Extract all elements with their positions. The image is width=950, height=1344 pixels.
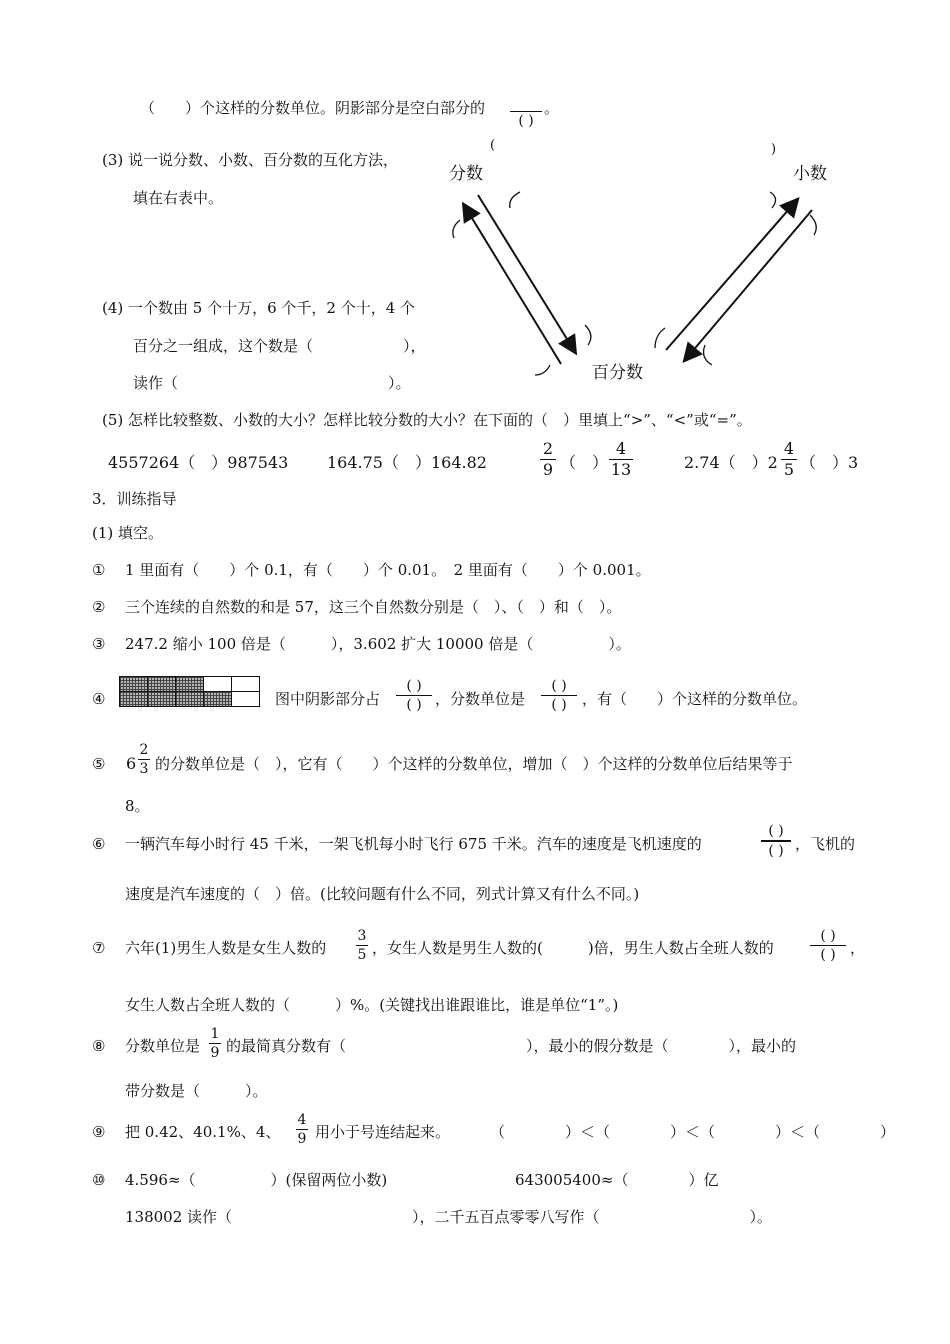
item-6-mark: ⑥ bbox=[92, 835, 106, 853]
item-8-mark: ⑧ bbox=[92, 1037, 106, 1055]
item-4-t3: ，有（ ）个这样的分数单位。 bbox=[582, 690, 808, 708]
compare-3-paren: （ ） bbox=[560, 453, 609, 472]
item-5-fraction: 2 3 bbox=[139, 742, 149, 777]
item-4-blank-frac-1: ( ) ( ) bbox=[396, 678, 432, 713]
blank-fraction: ( ) bbox=[510, 96, 542, 129]
item-2-text: 三个连续的自然数的和是 57，这三个自然数分别是（ ）、（ ）和（ ）。 bbox=[125, 598, 622, 616]
item-5-mark: ⑤ bbox=[92, 755, 106, 773]
item-2-mark: ② bbox=[92, 598, 106, 616]
item-5-text: 的分数单位是（ ），它有（ ）个这样的分数单位，增加（ ）个这样的分数单位后结果等于 bbox=[155, 755, 793, 773]
item-1-text: 1 里面有（ ）个 0.1，有（ ）个 0.01。 2 里面有（ ）个 0.001。 bbox=[125, 561, 651, 579]
section3-sub: (1) 填空。 bbox=[92, 524, 164, 542]
item-9-t2: 用小于号连结起来。 bbox=[315, 1123, 451, 1141]
arrow-baifenshu-to-xiaoshu bbox=[666, 200, 797, 350]
item-3-text: 247.2 缩小 100 倍是（ ），3.602 扩大 10000 倍是（ ）。 bbox=[125, 635, 631, 653]
arrow-fenshu-to-baifenshu bbox=[478, 195, 575, 352]
paren-left-top: ( bbox=[490, 138, 496, 153]
item-10-t1: 4.596≈（ ）(保留两位小数) bbox=[125, 1171, 388, 1189]
item-6-blank-frac: ( ) ( ) bbox=[761, 823, 791, 859]
item-4-t2: ，分数单位是 bbox=[435, 690, 526, 708]
q3-line1: (3) 说一说分数、小数、百分数的互化方法， bbox=[102, 151, 399, 169]
arrow-baifenshu-to-fenshu bbox=[464, 205, 561, 364]
item-6-tail: ，飞机的 bbox=[795, 835, 856, 853]
top-line: （ ）个这样的分数单位。阴影部分是空白部分的 bbox=[140, 99, 486, 117]
item-8-fraction: 1 9 bbox=[210, 1026, 220, 1061]
item-7-mark: ⑦ bbox=[92, 939, 106, 957]
item-4-t1: 图中阴影部分占 bbox=[275, 690, 381, 708]
fraction-2-9: 2 9 bbox=[540, 440, 556, 479]
fraction-4-13: 4 13 bbox=[610, 439, 632, 479]
label-fenshu: 分数 bbox=[449, 164, 483, 184]
item-4-blank-frac-2: ( ) ( ) bbox=[541, 678, 577, 713]
q5-line1: (5) 怎样比较整数、小数的大小？怎样比较分数的大小？在下面的（ ）里填上“>”、“<”或“=”。 bbox=[102, 411, 752, 429]
item-9-chain: （ ）＜（ ）＜（ ）＜（ ） bbox=[490, 1123, 896, 1141]
top-line-end: 。 bbox=[544, 99, 560, 117]
item-6-line2: 速度是汽车速度的（ ）倍。(比较问题有什么不同，列式计算又有什么不同。) bbox=[125, 885, 640, 903]
compare-4-end: （ ）3 bbox=[800, 453, 859, 472]
item-9-mark: ⑨ bbox=[92, 1123, 106, 1141]
item-7-fraction: 3 5 bbox=[357, 928, 367, 963]
item-8-t1: 分数单位是 bbox=[125, 1037, 201, 1055]
item-10-line2: 138002 读作（ ），二千五百点零零八写作（ ）。 bbox=[125, 1208, 773, 1226]
fraction-4-5: 4 5 bbox=[781, 440, 797, 479]
item-10-t2: 643005400≈（ ）亿 bbox=[515, 1171, 719, 1189]
label-baifenshu: 百分数 bbox=[592, 363, 643, 383]
item-7-tail: ， bbox=[850, 939, 866, 957]
shaded-grid bbox=[119, 676, 260, 707]
paren-right-top: ) bbox=[771, 142, 777, 157]
item-9-t1: 把 0.42、40.1%、4、 bbox=[125, 1123, 281, 1141]
q4-line1: (4) 一个数由 5 个十万，6 个千，2 个十，4 个 bbox=[102, 299, 416, 317]
q4-line2: 百分之一组成，这个数是（ ）， bbox=[133, 337, 426, 355]
item-6-text: 一辆汽车每小时行 45 千米，一架飞机每小时飞行 675 千米。汽车的速度是飞机速度的 bbox=[125, 835, 702, 853]
section3-title: 3．训练指导 bbox=[92, 490, 177, 508]
item-8-t2: 的最简真分数有（ ），最小的假分数是（ ），最小的 bbox=[226, 1037, 797, 1055]
label-xiaoshu: 小数 bbox=[793, 164, 827, 184]
arrow-xiaoshu-to-baifenshu bbox=[685, 210, 812, 360]
item-7-line2: 女生人数占全班人数的（ ）%。(关键找出谁跟谁比，谁是单位“1”。) bbox=[125, 996, 619, 1014]
answer-brackets bbox=[453, 192, 816, 375]
item-1-mark: ① bbox=[92, 561, 106, 579]
item-7-t2: ，女生人数是男生人数的( )倍，男生人数占全班人数的 bbox=[372, 939, 774, 957]
compare-4: 2.74（ ）2 bbox=[684, 453, 778, 472]
q3-line2: 填在右表中。 bbox=[133, 189, 224, 207]
item-9-fraction: 4 9 bbox=[297, 1112, 307, 1147]
compare-2: 164.75（ ）164.82 bbox=[327, 453, 487, 472]
item-8-line2: 带分数是（ ）。 bbox=[125, 1082, 268, 1100]
item-3-mark: ③ bbox=[92, 635, 106, 653]
q4-line3: 读作（ ）。 bbox=[133, 374, 411, 392]
item-4-mark: ④ bbox=[92, 690, 106, 708]
compare-1: 4557264（ ）987543 bbox=[108, 453, 289, 472]
item-7-t1: 六年(1)男生人数是女生人数的 bbox=[125, 939, 327, 957]
item-5-line2: 8。 bbox=[125, 797, 150, 815]
item-5-whole: 6 bbox=[126, 754, 137, 773]
conversion-arrows bbox=[430, 180, 830, 380]
item-10-mark: ⑩ bbox=[92, 1171, 106, 1189]
item-7-blank-frac: ( ) ( ) bbox=[810, 928, 846, 963]
